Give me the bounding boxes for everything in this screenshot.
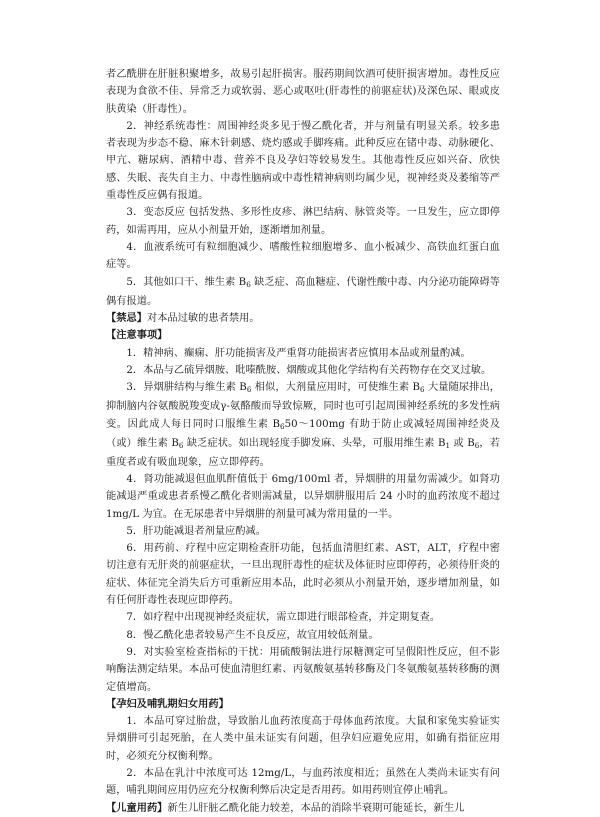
paragraph-precaution-1: 1．精神病、癫痫、肝功能损害及严重肾功能损害者应慎用本品或剂量酌减。 [126, 347, 471, 359]
text-run: 大量随尿排出，抑制脑内谷氨酸脱羧变成γ-氨酪酸而导致惊厥，同时也可引起周围神经系统的多发性病变。因此成人每日同时口服维生素 B [106, 382, 500, 430]
text-run: 或 B [450, 437, 475, 449]
subscript: 6 [280, 421, 285, 431]
text-run: 5．其他如口干、维生素 B [126, 276, 247, 288]
paragraph-pregnancy-1: 1．本品可穿过胎盘，导致胎儿血药浓度高于母体血药浓度。大鼠和家兔实验证实异烟肼可引起死胎，在人类中虽未证实有问题，但孕妇应避免应用，如确有指征应用时，必须充分权衡利弊。 [106, 716, 500, 762]
paragraph-adverse-2: 2．神经系统毒性：周围神经炎多见于慢乙酰化者，并与剂量有明显关系。较多患者表现为步态不稳、麻木针刺感、烧灼感或手脚疼痛。此种反应在锗中毒、动脉硬化、甲亢、糖尿病、酒精中毒、营养不良及孕妇等较易发生。其他毒性反应如兴奋、欣快感、失眠、丧失自主力、中毒性脑病或中毒性精神病则均属少见，视神经炎及萎缩等严重毒性反应偶有报道。 [106, 120, 500, 202]
paragraph-precaution-3 [106, 379, 500, 471]
paragraph-pediatric [106, 800, 500, 817]
paragraph-adverse-1: 者乙酰肼在肝脏积聚增多，故易引起肝损害。服药期间饮酒可使肝损害增加。毒性反应表现为食欲不佳、异常乏力或软弱、恶心或呕吐(肝毒性的前驱症状)及深色尿、眼或皮肤黄染（肝毒性）。 [106, 69, 500, 115]
paragraph-precaution-7: 7．如疗程中出现视神经炎症状，需立即进行眼部检查，并定期复查。 [126, 612, 441, 624]
subscript: 6 [246, 279, 251, 289]
subscript: 6 [246, 384, 252, 394]
text-run: 50～100mg 有助于防止或减轻周围神经炎及（或）维生素 B [106, 418, 500, 449]
pediatric-text: 新生儿肝脏乙酰化能力较差，本品的消除半衰期可能延长，新生儿 [167, 802, 465, 814]
subscript: 6 [420, 384, 425, 394]
text-run: 缺乏症状。如出现轻度手脚发麻、头晕，可服用维生素 B [183, 437, 446, 449]
subscript: 6 [474, 440, 480, 450]
subscript: 6 [178, 440, 184, 450]
paragraph-precaution-6: 6．用药前、疗程中应定期检查肝功能，包括血清胆红素、AST，ALT，疗程中密切注意有无肝炎的前驱症状，一旦出现肝毒性的症状及体征时应即停药，必须待肝炎的症状、体征完全消失后方可重新应用本品，此时必须从小剂量开始，逐步增加剂量，如有任何肝毒性表现应即停药。 [106, 543, 500, 607]
paragraph-precaution-2: 2．本品与乙硫异烟胺、吡嗪酰胺、烟酸或其他化学结构有关药物存在交叉过敏。 [126, 364, 492, 376]
text-run: ，若重度者或有吸血现象，应立即停药。 [106, 437, 500, 468]
paragraph-contraindications [106, 310, 500, 327]
paragraph-precaution-9: 9．对实验室检查指标的干扰：用硫酸铜法进行尿糖测定可呈假阳性反应，但不影响酶法测定结果。本品可使血清胆红素、丙氨酸氨基转移酶及门冬氨酸氨基转移酶的测定值增高。 [106, 646, 500, 693]
section-heading-contraindications: 【禁忌】 [106, 311, 147, 324]
section-heading-pregnancy: 【孕妇及哺乳期妇女用药】 [106, 697, 229, 710]
paragraph-pregnancy-2: 2．本品在乳汁中浓度可达 12mg/L，与血药浓度相近；虽然在人类尚未证实有问题，哺乳期间应用仍应充分权衡利弊后决定是否用药。如用药则宜停止哺乳。 [106, 768, 500, 797]
section-heading-precautions: 【注意事项】 [106, 329, 168, 342]
text-run: 相似，大剂量应用时，可使维生素 B [251, 382, 421, 394]
paragraph-adverse-5 [106, 274, 500, 310]
paragraph-adverse-3: 3．变态反应 包括发热、多形性皮疹、淋巴结病、脉管炎等。一旦发生，应立即停药，如需再用，应从小剂量开始，逐渐增加剂量。 [106, 207, 500, 236]
paragraph-adverse-4: 4．血液系统可有粒细胞减少、嗜酸性粒细胞增多、血小板减少、高铁血红蛋白血症等。 [106, 241, 500, 271]
paragraph-precaution-4: 4．肾功能减退但血肌酐值低于 6mg/100ml 者，异烟肼的用量勿需减少。如肾功能减退严重或患者系慢乙酰化者则需减量，以异烟肼服用后 24 小时的血药浓度不超过 1mg/L 为宜。在无尿患者中异烟肼的剂量可减为常用量的一半。 [106, 473, 500, 520]
subscript: 1 [445, 440, 451, 450]
paragraph-precaution-8: 8．慢乙酰化患者较易产生不良反应，故宜用较低剂量。 [126, 629, 379, 641]
text-run: 缺乏症、高血糖症、代谢性酸中毒、内分泌功能障碍等偶有报道。 [106, 276, 500, 307]
section-heading-pediatric: 【儿童用药】 [106, 801, 168, 814]
text-run: 3．异烟肼结构与维生素 B [126, 382, 247, 394]
paragraph-precaution-5: 5．肝功能减退者剂量应酌减。 [126, 525, 267, 537]
contraindications-text: 对本品过敏的患者禁用。 [146, 312, 260, 324]
